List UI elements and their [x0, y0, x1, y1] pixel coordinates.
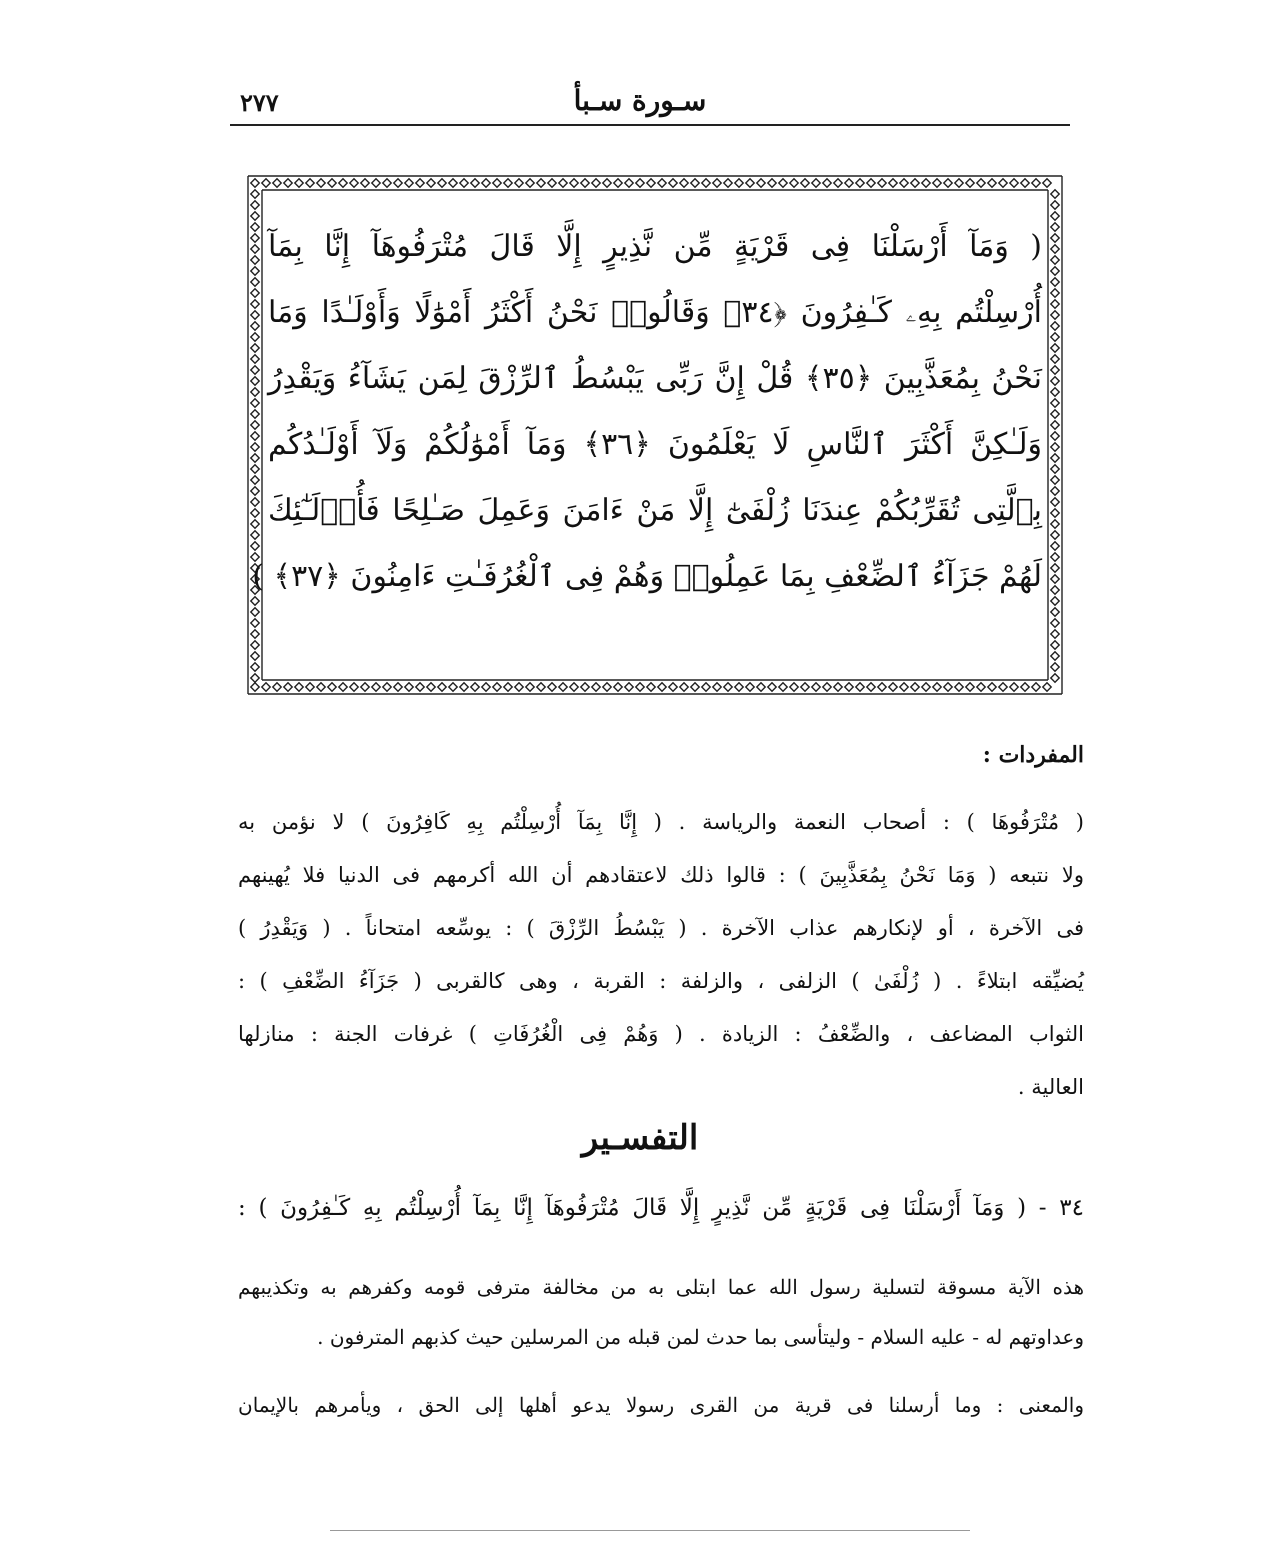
- border-diamond: [1021, 179, 1029, 187]
- tafsir-line: وعداوتهم له - عليه السلام - وليتأسى بما حدث لمن قبله من المرسلين حيث كذبهم المترفون .: [317, 1325, 1084, 1349]
- border-diamond: [1051, 498, 1059, 506]
- border-diamond: [504, 683, 512, 691]
- border-diamond: [251, 421, 259, 429]
- border-diamond: [438, 683, 446, 691]
- border-diamond: [251, 333, 259, 341]
- border-diamond: [900, 179, 908, 187]
- border-diamond: [251, 432, 259, 440]
- border-diamond: [449, 683, 457, 691]
- border-diamond: [251, 300, 259, 308]
- border-diamond: [251, 399, 259, 407]
- border-diamond: [647, 683, 655, 691]
- border-diamond: [251, 619, 259, 627]
- border-diamond: [614, 179, 622, 187]
- border-diamond: [1051, 520, 1059, 528]
- border-diamond: [823, 179, 831, 187]
- border-diamond: [1010, 179, 1018, 187]
- border-diamond: [251, 344, 259, 352]
- border-diamond: [251, 509, 259, 517]
- page-number: ٢٧٧: [240, 88, 279, 117]
- border-diamond: [251, 201, 259, 209]
- vocabulary-line: يُضيِّقه ابتلاءً . ( زُلْفَىٰ ) الزلفى ، والزلفة : القربة ، وهى كالقربى ( جَزَآءُ الضِّعْفِ ) :: [238, 969, 1084, 993]
- border-diamond: [251, 674, 259, 682]
- border-diamond: [405, 683, 413, 691]
- border-diamond: [251, 190, 259, 198]
- border-diamond: [515, 683, 523, 691]
- verse-reference: ٣٤ - ( وَمَآ أَرْسَلْنَا فِى قَرْيَةٍ مِّن نَّذِيرٍ إِلَّا قَالَ مُتْرَفُوهَآ إِنَّا بِمَآ أُرْسِلْتُم بِهِ كَـٰفِرُونَ ) :: [238, 1195, 1084, 1221]
- border-diamond: [713, 179, 721, 187]
- border-diamond: [988, 179, 996, 187]
- vocabulary-line: العالية .: [1017, 1075, 1084, 1099]
- border-diamond: [790, 179, 798, 187]
- border-diamond: [339, 683, 347, 691]
- border-diamond: [251, 223, 259, 231]
- border-diamond: [284, 683, 292, 691]
- border-diamond: [636, 683, 644, 691]
- border-diamond: [658, 179, 666, 187]
- border-diamond: [251, 531, 259, 539]
- border-diamond: [416, 683, 424, 691]
- border-diamond: [372, 683, 380, 691]
- tafsir-line: والمعنى : وما أرسلنا فى قرية من القرى رسولا يدعو أهلها إلى الحق ، ويأمرهم بالإيمان: [238, 1393, 1084, 1417]
- border-diamond: [471, 683, 479, 691]
- border-diamond: [757, 179, 765, 187]
- border-diamond: [746, 683, 754, 691]
- border-diamond: [251, 179, 259, 187]
- border-diamond: [834, 683, 842, 691]
- border-diamond: [251, 234, 259, 242]
- border-diamond: [361, 179, 369, 187]
- border-diamond: [1051, 355, 1059, 363]
- border-diamond: [977, 179, 985, 187]
- border-diamond: [878, 179, 886, 187]
- border-diamond: [284, 179, 292, 187]
- border-diamond: [493, 179, 501, 187]
- verse-line: نَحْنُ بِمُعَذَّبِينَ ﴿٣٥﴾ قُلْ إِنَّ رَبِّى يَبْسُطُ ٱلرِّزْقَ لِمَن يَشَآءُ وَيَقْدِرُ: [268, 361, 1042, 396]
- border-diamond: [691, 179, 699, 187]
- border-diamond: [251, 366, 259, 374]
- border-diamond: [867, 683, 875, 691]
- surah-title: سـورة سـبأ: [573, 84, 707, 117]
- border-diamond: [251, 641, 259, 649]
- verse-line: أُرْسِلْتُم بِهِۦ كَـٰفِرُونَ ﴿٣٤﴾ وَقَالُوا۟ نَحْنُ أَكْثَرُ أَمْوَٰلًا وَأَوْلَـٰدًا وَمَا: [268, 295, 1043, 330]
- border-diamond: [823, 683, 831, 691]
- border-diamond: [559, 683, 567, 691]
- border-diamond: [889, 179, 897, 187]
- border-diamond: [1051, 432, 1059, 440]
- border-diamond: [372, 179, 380, 187]
- border-diamond: [251, 322, 259, 330]
- border-diamond: [1051, 278, 1059, 286]
- border-diamond: [460, 683, 468, 691]
- border-diamond: [801, 683, 809, 691]
- border-diamond: [251, 311, 259, 319]
- border-diamond: [746, 179, 754, 187]
- border-diamond: [306, 683, 314, 691]
- border-diamond: [922, 179, 930, 187]
- border-diamond: [306, 179, 314, 187]
- footer-rule: [330, 1530, 970, 1531]
- border-diamond: [295, 179, 303, 187]
- border-diamond: [251, 355, 259, 363]
- border-diamond: [1051, 223, 1059, 231]
- border-diamond: [812, 179, 820, 187]
- border-diamond: [1010, 683, 1018, 691]
- border-diamond: [647, 179, 655, 187]
- border-diamond: [1051, 212, 1059, 220]
- verse-line: لَهُمْ جَزَآءُ ٱلضِّعْفِ بِمَا عَمِلُوا۟ وَهُمْ فِى ٱلْغُرُفَـٰتِ ءَامِنُونَ ﴿٣٧﴾ ): [252, 559, 1042, 594]
- border-diamond: [416, 179, 424, 187]
- border-diamond: [1051, 542, 1059, 550]
- border-diamond: [273, 683, 281, 691]
- border-diamond: [1051, 487, 1059, 495]
- border-diamond: [1051, 641, 1059, 649]
- border-diamond: [262, 179, 270, 187]
- border-diamond: [251, 630, 259, 638]
- border-diamond: [1051, 619, 1059, 627]
- border-diamond: [251, 683, 259, 691]
- border-diamond: [768, 683, 776, 691]
- border-diamond: [614, 683, 622, 691]
- border-diamond: [625, 179, 633, 187]
- border-diamond: [1051, 256, 1059, 264]
- border-diamond: [548, 179, 556, 187]
- border-diamond: [570, 683, 578, 691]
- vocabulary-line: ولا نتبعه ( وَمَا نَحْنُ بِمُعَذَّبِينَ ) : قالوا ذلك لاعتقادهم أن الله أكرمهم فى الدنيا فلا يُهينهم: [238, 863, 1084, 887]
- border-diamond: [262, 683, 270, 691]
- border-diamond: [537, 179, 545, 187]
- border-diamond: [438, 179, 446, 187]
- border-diamond: [251, 278, 259, 286]
- verse-line: بِٱلَّتِى تُقَرِّبُكُمْ عِندَنَا زُلْفَىٰٓ إِلَّا مَنْ ءَامَنَ وَعَمِلَ صَـٰلِحًا فَأُو۟لَـٰٓئِكَ: [268, 493, 1042, 528]
- border-diamond: [625, 683, 633, 691]
- border-diamond: [251, 256, 259, 264]
- border-diamond: [1043, 683, 1051, 691]
- border-diamond: [581, 683, 589, 691]
- border-diamond: [1051, 311, 1059, 319]
- border-diamond: [383, 683, 391, 691]
- border-diamond: [812, 683, 820, 691]
- border-diamond: [900, 683, 908, 691]
- border-diamond: [680, 683, 688, 691]
- border-diamond: [966, 683, 974, 691]
- border-diamond: [988, 683, 996, 691]
- border-diamond: [636, 179, 644, 187]
- border-diamond: [1051, 608, 1059, 616]
- border-diamond: [328, 179, 336, 187]
- border-diamond: [1051, 245, 1059, 253]
- border-diamond: [1051, 190, 1059, 198]
- border-diamond: [1051, 377, 1059, 385]
- border-diamond: [955, 179, 963, 187]
- border-diamond: [999, 179, 1007, 187]
- border-diamond: [328, 683, 336, 691]
- border-diamond: [251, 212, 259, 220]
- border-diamond: [526, 683, 534, 691]
- border-diamond: [295, 683, 303, 691]
- border-diamond: [1051, 531, 1059, 539]
- border-diamond: [251, 520, 259, 528]
- border-diamond: [603, 179, 611, 187]
- border-diamond: [1051, 421, 1059, 429]
- border-diamond: [1051, 652, 1059, 660]
- border-diamond: [669, 683, 677, 691]
- border-diamond: [801, 179, 809, 187]
- border-diamond: [768, 179, 776, 187]
- border-diamond: [251, 663, 259, 671]
- border-diamond: [251, 476, 259, 484]
- border-diamond: [856, 179, 864, 187]
- border-diamond: [592, 179, 600, 187]
- border-diamond: [1051, 410, 1059, 418]
- border-diamond: [1051, 663, 1059, 671]
- border-diamond: [889, 683, 897, 691]
- border-diamond: [1051, 399, 1059, 407]
- border-diamond: [526, 179, 534, 187]
- border-diamond: [251, 267, 259, 275]
- border-diamond: [1051, 586, 1059, 594]
- border-diamond: [482, 179, 490, 187]
- border-diamond: [911, 683, 919, 691]
- border-diamond: [251, 498, 259, 506]
- border-diamond: [977, 683, 985, 691]
- border-diamond: [1051, 300, 1059, 308]
- vocabulary-section: [238, 796, 1084, 1114]
- border-diamond: [251, 465, 259, 473]
- border-diamond: [251, 388, 259, 396]
- border-diamond: [1032, 683, 1040, 691]
- border-diamond: [1051, 564, 1059, 572]
- border-diamond: [559, 179, 567, 187]
- border-diamond: [724, 683, 732, 691]
- border-diamond: [383, 179, 391, 187]
- border-diamond: [361, 683, 369, 691]
- border-diamond: [735, 179, 743, 187]
- border-diamond: [251, 410, 259, 418]
- tafsir-paragraph: [238, 1262, 1084, 1362]
- border-diamond: [1051, 201, 1059, 209]
- verse-text: [252, 214, 1043, 610]
- border-diamond: [1051, 509, 1059, 517]
- border-diamond: [757, 683, 765, 691]
- border-diamond: [944, 179, 952, 187]
- border-diamond: [427, 179, 435, 187]
- border-diamond: [955, 683, 963, 691]
- vocabulary-line: ( مُتْرَفُوهَا ) : أصحاب النعمة والرياسة . ( إِنَّا بِمَآ أُرْسِلْتُم بِهِ كَافِرُونَ ) لا نؤمن به: [238, 810, 1084, 834]
- border-diamond: [592, 683, 600, 691]
- border-diamond: [867, 179, 875, 187]
- vocabulary-heading: المفردات :: [982, 742, 1084, 768]
- border-diamond: [691, 683, 699, 691]
- border-diamond: [1051, 443, 1059, 451]
- border-diamond: [504, 179, 512, 187]
- border-diamond: [273, 179, 281, 187]
- verse-line: وَلَـٰكِنَّ أَكْثَرَ ٱلنَّاسِ لَا يَعْلَمُونَ ﴿٣٦﴾ وَمَآ أَمْوَٰلُكُمْ وَلَآ أَوْلَـٰدُكُم: [268, 427, 1043, 462]
- border-diamond: [1032, 179, 1040, 187]
- border-diamond: [1051, 289, 1059, 297]
- border-diamond: [394, 179, 402, 187]
- header-rule: [230, 124, 1070, 126]
- border-diamond: [1051, 267, 1059, 275]
- border-diamond: [1051, 322, 1059, 330]
- border-diamond: [449, 179, 457, 187]
- border-diamond: [251, 443, 259, 451]
- border-diamond: [779, 179, 787, 187]
- border-diamond: [658, 683, 666, 691]
- border-diamond: [1051, 333, 1059, 341]
- border-diamond: [482, 683, 490, 691]
- border-diamond: [251, 487, 259, 495]
- border-diamond: [1043, 179, 1051, 187]
- vocabulary-line: فى الآخرة ، أو لإنكارهم عذاب الآخرة . ( يَبْسُطُ الرِّزْقَ ) : يوسِّعه امتحاناً . ( وَيَقْدِرُ ): [238, 916, 1084, 940]
- border-diamond: [713, 683, 721, 691]
- border-diamond: [1051, 454, 1059, 462]
- border-diamond: [603, 683, 611, 691]
- border-diamond: [911, 179, 919, 187]
- border-diamond: [966, 179, 974, 187]
- border-diamond: [493, 683, 501, 691]
- border-diamond: [790, 683, 798, 691]
- border-diamond: [548, 683, 556, 691]
- border-diamond: [317, 179, 325, 187]
- border-diamond: [845, 179, 853, 187]
- border-diamond: [856, 683, 864, 691]
- border-diamond: [702, 683, 710, 691]
- verse-frame: [240, 168, 1070, 702]
- border-diamond: [1051, 597, 1059, 605]
- border-diamond: [394, 683, 402, 691]
- border-diamond: [1051, 388, 1059, 396]
- verse-line: ( وَمَآ أَرْسَلْنَا فِى قَرْيَةٍ مِّن نَّذِيرٍ إِلَّا قَالَ مُتْرَفُوهَآ إِنَّا بِمَآ: [268, 229, 1042, 264]
- border-diamond: [1021, 683, 1029, 691]
- border-diamond: [1051, 476, 1059, 484]
- border-diamond: [251, 377, 259, 385]
- border-diamond: [471, 179, 479, 187]
- border-diamond: [317, 683, 325, 691]
- border-diamond: [251, 289, 259, 297]
- border-diamond: [999, 683, 1007, 691]
- border-diamond: [1051, 674, 1059, 682]
- border-diamond: [845, 683, 853, 691]
- border-diamond: [339, 179, 347, 187]
- border-diamond: [251, 652, 259, 660]
- border-diamond: [350, 683, 358, 691]
- border-diamond: [669, 179, 677, 187]
- border-diamond: [702, 179, 710, 187]
- border-diamond: [1051, 366, 1059, 374]
- border-diamond: [878, 683, 886, 691]
- tafsir-paragraph: [238, 1380, 1084, 1430]
- border-diamond: [680, 179, 688, 187]
- border-diamond: [735, 683, 743, 691]
- border-diamond: [1051, 553, 1059, 561]
- border-diamond: [251, 454, 259, 462]
- border-diamond: [944, 683, 952, 691]
- border-diamond: [834, 179, 842, 187]
- border-diamond: [537, 683, 545, 691]
- border-diamond: [460, 179, 468, 187]
- tafsir-line: هذه الآية مسوقة لتسلية رسول الله عما ابتلى به من مخالفة مترفى قومه وكفرهم به وتكذيبهم: [238, 1275, 1084, 1299]
- border-diamond: [933, 179, 941, 187]
- border-diamond: [1051, 630, 1059, 638]
- border-diamond: [427, 683, 435, 691]
- border-diamond: [779, 683, 787, 691]
- border-diamond: [581, 179, 589, 187]
- border-diamond: [1051, 465, 1059, 473]
- border-diamond: [1051, 234, 1059, 242]
- border-diamond: [350, 179, 358, 187]
- border-diamond: [405, 179, 413, 187]
- border-diamond: [515, 179, 523, 187]
- border-diamond: [724, 179, 732, 187]
- border-diamond: [251, 245, 259, 253]
- border-diamond: [933, 683, 941, 691]
- tafsir-heading: التفسـير: [581, 1118, 699, 1158]
- border-diamond: [1051, 575, 1059, 583]
- border-diamond: [1051, 344, 1059, 352]
- border-diamond: [570, 179, 578, 187]
- vocabulary-line: الثواب المضاعف ، والضِّعْفُ : الزيادة . ( وَهُمْ فِى الْغُرُفَاتِ ) غرفات الجنة : منازلها: [238, 1022, 1084, 1046]
- border-diamond: [922, 683, 930, 691]
